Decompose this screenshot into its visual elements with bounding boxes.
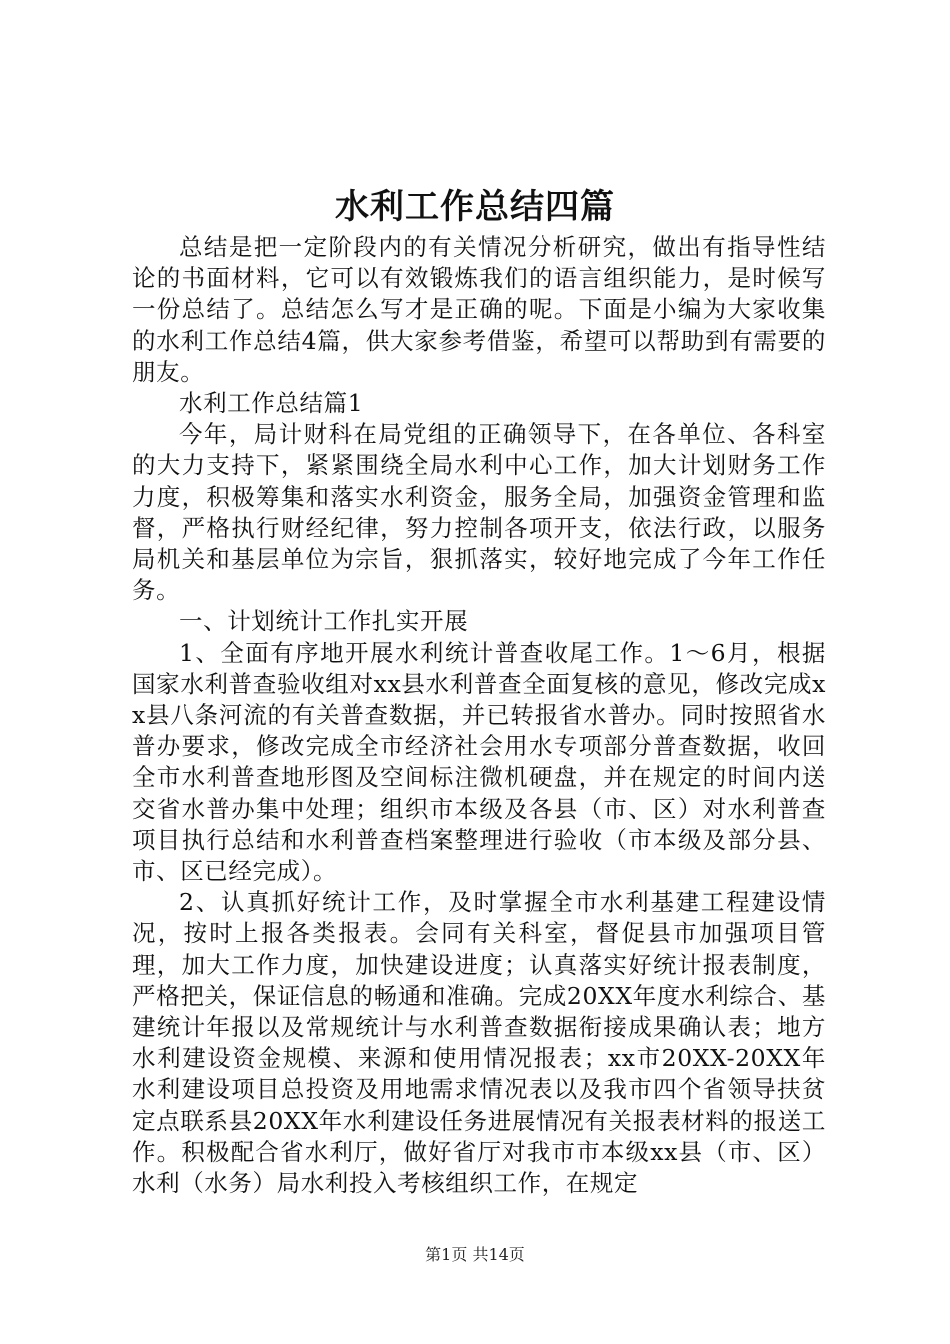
subsection-heading: 一、计划统计工作扎实开展 <box>179 607 469 636</box>
section-heading: 水利工作总结篇1 <box>179 389 364 418</box>
document-body <box>132 232 826 1199</box>
intro-paragraph: 总结是把一定阶段内的有关情况分析研究，做出有指导性结论的书面材料，它可以有效锻炼我们的语言组织能力，是时候写一份总结了。总结怎么写才是正确的呢。下面是小编为大家收集的水利工作总结4篇，供大家参考借鉴，希望可以帮助到有需要的朋友。 <box>132 233 826 386</box>
page-number-footer: 第1页 共14页 <box>425 1245 525 1264</box>
body-paragraph: 1、全面有序地开展水利统计普查收尾工作。1～6月，根据国家水利普查验收组对xx县水利普查全面复核的意见，修改完成xx县八条河流的有关普查数据，并已转报省水普办。同时按照省水普办要求，修改完成全市经济社会用水专项部分普查数据，收回全市水利普查地形图及空间标注微机硬盘，并在规定的时间内送交省水普办集中处理；组织市本级及各县（市、区）对水利普查项目执行总结和水利普查档案整理进行验收（市本级及部分县、市、区已经完成）。 <box>132 638 826 886</box>
body-paragraph: 今年，局计财科在局党组的正确领导下，在各单位、各科室的大力支持下，紧紧围绕全局水利中心工作，加大计划财务工作力度，积极筹集和落实水利资金，服务全局，加强资金管理和监督，严格执行财经纪律，努力控制各项开支，依法行政，以服务局机关和基层单位为宗旨，狠抓落实，较好地完成了今年工作任务。 <box>132 420 826 605</box>
document-title: 水利工作总结四篇 <box>335 187 615 227</box>
body-paragraph: 2、认真抓好统计工作，及时掌握全市水利基建工程建设情况，按时上报各类报表。会同有关科室，督促县市加强项目管理，加大工作力度，加快建设进度；认真落实好统计报表制度，严格把关，保证信息的畅通和准确。完成20XX年度水利综合、基建统计年报以及常规统计与水利普查数据衔接成果确认表；地方水利建设资金规模、来源和使用情况报表；xx市20XX-20XX年水利建设项目总投资及用地需求情况表以及我市四个省领导扶贫定点联系县20XX年水利建设任务进展情况有关报表材料的报送工作。积极配合省水利厅，做好省厅对我市市本级xx县（市、区）水利（水务）局水利投入考核组织工作，在规定 <box>132 888 826 1198</box>
